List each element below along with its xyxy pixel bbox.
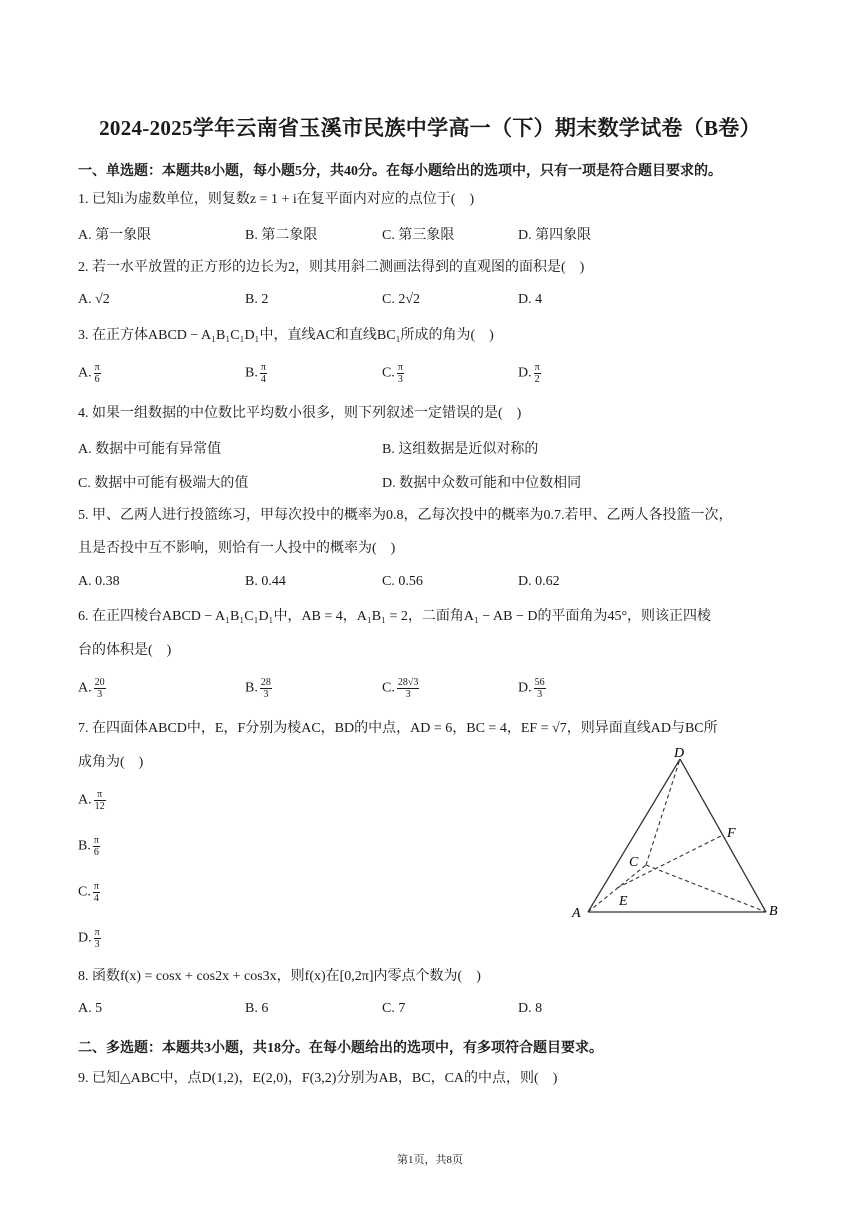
question-2-option-c[interactable]: C. 2√2	[382, 292, 421, 307]
option-label: B.	[245, 680, 258, 696]
option-label: B.	[245, 365, 258, 381]
fraction-denominator: 2	[534, 374, 540, 385]
fraction-numerator: π	[93, 835, 99, 846]
edge-cd	[646, 759, 680, 865]
option-label: C.	[382, 365, 395, 381]
question-2-option-d[interactable]: D. 4	[518, 292, 543, 307]
fraction-numerator: π	[397, 362, 403, 373]
question-6-option-c[interactable]	[382, 677, 419, 700]
fraction-numerator: π	[94, 927, 100, 938]
page-title: 2024-2025学年云南省玉溪市民族中学高一（下）期末数学试卷（B卷）	[99, 116, 761, 140]
fraction-denominator: 12	[94, 801, 105, 812]
option-label: A.	[78, 680, 92, 696]
edge-ad	[588, 759, 680, 912]
fraction-numerator: 56	[534, 677, 545, 688]
fraction	[93, 835, 100, 858]
page-footer: 第1页，共8页	[397, 1154, 463, 1166]
question-3-option-b[interactable]	[245, 362, 267, 385]
question-8-option-c[interactable]: C. 7	[382, 1001, 406, 1016]
question-1-stem: 1. 已知i为虚数单位，则复数z = 1 + i在复平面内对应的点位于( )	[78, 192, 475, 207]
label-c: C	[629, 855, 639, 870]
edge-cb	[646, 865, 766, 912]
fraction-denominator: 3	[94, 939, 100, 950]
question-5-option-a[interactable]: A. 0.38	[78, 574, 120, 589]
fraction-numerator: 20	[94, 677, 105, 688]
section-heading-multiple-choice: 二、多选题：本题共3小题，共18分。在每小题给出的选项中，有多项符合题目要求。	[78, 1041, 603, 1056]
fraction	[397, 362, 404, 385]
question-4-option-d[interactable]: D. 数据中众数可能和中位数相同	[382, 476, 582, 491]
tetrahedron-figure	[566, 745, 796, 925]
fraction	[534, 677, 546, 700]
question-3-stem: 3. 在正方体ABCD − A₁B₁C₁D₁中，直线AC和直线BC₁所成的角为( )	[78, 328, 494, 343]
fraction	[534, 362, 541, 385]
fraction	[260, 677, 272, 700]
fraction	[94, 362, 101, 385]
label-a: A	[572, 906, 581, 921]
fraction-denominator: 3	[263, 689, 269, 700]
fraction-denominator: 6	[94, 374, 100, 385]
question-5-option-b[interactable]: B. 0.44	[245, 574, 286, 589]
fraction-denominator: 6	[93, 847, 99, 858]
fraction	[94, 927, 101, 950]
question-7-option-b[interactable]	[78, 835, 100, 858]
question-6-option-b[interactable]	[245, 677, 272, 700]
fraction	[93, 881, 100, 904]
fraction-numerator: π	[94, 789, 106, 801]
question-7-option-a[interactable]	[78, 789, 106, 812]
question-3-option-c[interactable]	[382, 362, 404, 385]
question-2-option-b[interactable]: B. 2	[245, 292, 269, 307]
fraction-denominator: 3	[397, 374, 403, 385]
question-6-stem-continued: 台的体积是( )	[78, 643, 172, 658]
question-2-stem: 2. 若一水平放置的正方形的边长为2，则其用斜二测画法得到的直观图的面积是( )	[78, 260, 585, 275]
label-e: E	[619, 894, 628, 909]
question-9-stem: 9. 已知△ABC中，点D(1,2)，E(2,0)，F(3,2)分别为AB，BC，CA的中点，则( )	[78, 1071, 558, 1086]
fraction	[397, 677, 420, 700]
question-1-option-d[interactable]: D. 第四象限	[518, 228, 592, 243]
option-label: D.	[78, 930, 92, 946]
option-label: D.	[518, 680, 532, 696]
fraction-denominator: 3	[537, 689, 543, 700]
question-1-option-a[interactable]: A. 第一象限	[78, 228, 152, 243]
fraction-denominator: 4	[93, 893, 99, 904]
edge-ac	[588, 865, 646, 912]
question-1-option-c[interactable]: C. 第三象限	[382, 228, 455, 243]
question-7-stem: 7. 在四面体ABCD中，E，F分别为棱AC，BD的中点，AD = 6，BC = 4，EF = √7，则异面直线AD与BC所	[78, 721, 718, 736]
question-5-stem-continued: 且是否投中互不影响，则恰有一人投中的概率为( )	[78, 541, 396, 556]
question-5-stem: 5. 甲、乙两人进行投篮练习，甲每次投中的概率为0.8，乙每次投中的概率为0.7.若甲、乙两人各投篮一次，	[78, 508, 733, 523]
option-label: A.	[78, 792, 92, 808]
option-label: A.	[78, 365, 92, 381]
question-6-option-d[interactable]	[518, 677, 546, 700]
option-label: C.	[78, 884, 91, 900]
label-b: B	[769, 904, 778, 919]
edge-db	[680, 759, 766, 912]
question-7-option-d[interactable]	[78, 927, 101, 950]
question-2-option-a[interactable]: A. √2	[78, 292, 110, 307]
question-7-option-c[interactable]	[78, 881, 100, 904]
fraction-numerator: 28	[260, 677, 271, 688]
question-8-option-d[interactable]: D. 8	[518, 1001, 543, 1016]
fraction-numerator: 28√3	[397, 677, 419, 688]
question-5-option-d[interactable]: D. 0.62	[518, 574, 560, 589]
question-7-stem-continued: 成角为( )	[78, 755, 144, 770]
fraction-denominator: 3	[97, 689, 103, 700]
label-f: F	[727, 826, 736, 841]
question-3-option-a[interactable]	[78, 362, 101, 385]
option-label: B.	[78, 838, 91, 854]
question-8-option-a[interactable]: A. 5	[78, 1001, 103, 1016]
fraction-numerator: π	[534, 362, 540, 373]
fraction-denominator: 3	[405, 689, 411, 700]
question-6-option-a[interactable]	[78, 677, 106, 700]
question-4-option-a[interactable]: A. 数据中可能有异常值	[78, 442, 222, 457]
question-4-option-c[interactable]: C. 数据中可能有极端大的值	[78, 476, 249, 491]
option-label: D.	[518, 365, 532, 381]
fraction-denominator: 4	[260, 374, 266, 385]
label-d: D	[674, 746, 685, 761]
question-6-stem: 6. 在正四棱台ABCD − A₁B₁C₁D₁中，AB = 4，A₁B₁ = 2，二面角A₁ − AB − D的平面角为45°，则该正四棱	[78, 609, 712, 624]
option-label: C.	[382, 680, 395, 696]
fraction-numerator: π	[93, 881, 99, 892]
fraction	[94, 789, 106, 812]
fraction-numerator: π	[94, 362, 100, 373]
question-8-stem: 8. 函数f(x) = cosx + cos2x + cos3x，则f(x)在[0,2π]内零点个数为( )	[78, 969, 481, 984]
question-5-option-c[interactable]: C. 0.56	[382, 574, 423, 589]
question-3-option-d[interactable]	[518, 362, 541, 385]
question-4-stem: 4. 如果一组数据的中位数比平均数小很多，则下列叙述一定错误的是( )	[78, 406, 522, 421]
section-heading-single-choice: 一、单选题：本题共8小题，每小题5分，共40分。在每小题给出的选项中，只有一项是符合题目要求的。	[78, 164, 722, 179]
fraction	[260, 362, 267, 385]
question-8-option-b[interactable]: B. 6	[245, 1001, 269, 1016]
question-1-option-b[interactable]: B. 第二象限	[245, 228, 318, 243]
fraction-numerator: π	[260, 362, 266, 373]
question-4-option-b[interactable]: B. 这组数据是近似对称的	[382, 442, 539, 457]
fraction	[94, 677, 106, 700]
